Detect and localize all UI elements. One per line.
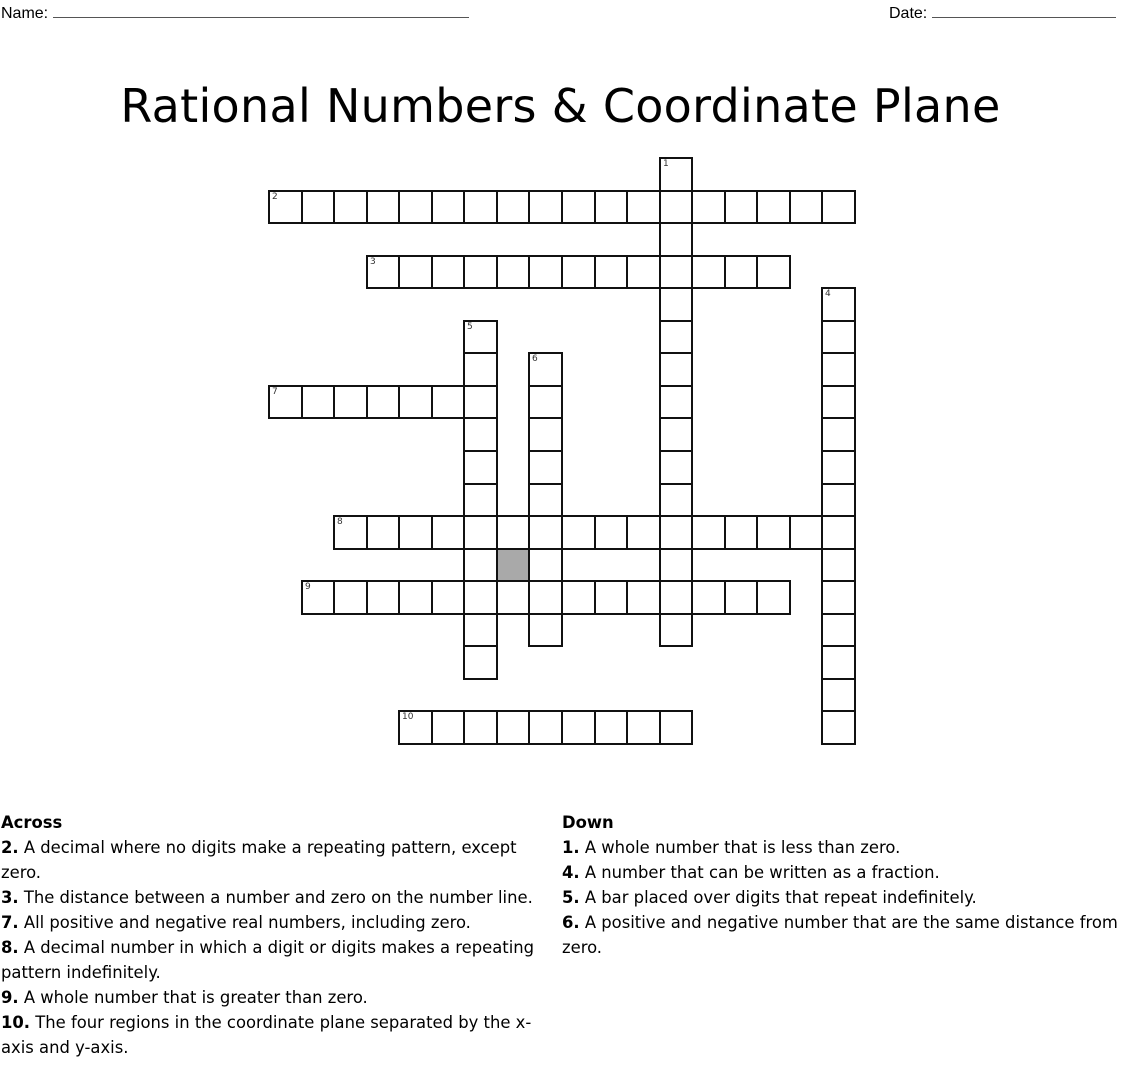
grid-cell[interactable] bbox=[463, 580, 498, 615]
grid-cell[interactable] bbox=[821, 483, 856, 517]
grid-cell[interactable] bbox=[724, 255, 758, 289]
grid-cell[interactable] bbox=[724, 190, 758, 224]
grid-cell[interactable] bbox=[789, 190, 823, 224]
grid-cell[interactable] bbox=[724, 580, 758, 615]
grid-cell[interactable] bbox=[626, 255, 661, 289]
shaded-cell bbox=[496, 548, 530, 582]
grid-cell[interactable] bbox=[594, 580, 628, 615]
grid-cell[interactable] bbox=[821, 678, 856, 712]
grid-cell[interactable] bbox=[659, 417, 693, 452]
grid-cell[interactable] bbox=[463, 450, 498, 485]
grid-cell[interactable] bbox=[431, 190, 465, 224]
grid-cell[interactable] bbox=[561, 255, 596, 289]
grid-cell[interactable] bbox=[528, 450, 563, 485]
grid-cell[interactable] bbox=[821, 580, 856, 615]
grid-cell[interactable] bbox=[301, 190, 335, 224]
grid-cell[interactable] bbox=[496, 255, 530, 289]
grid-cell[interactable] bbox=[691, 190, 726, 224]
grid-cell[interactable] bbox=[594, 255, 628, 289]
grid-cell[interactable] bbox=[496, 190, 530, 224]
grid-cell[interactable] bbox=[821, 450, 856, 485]
grid-cell[interactable] bbox=[659, 613, 693, 647]
grid-cell[interactable] bbox=[333, 385, 368, 419]
across-clues bbox=[1, 810, 557, 1060]
grid-cell[interactable] bbox=[626, 710, 661, 745]
grid-cell[interactable] bbox=[431, 385, 465, 419]
grid-cell[interactable] bbox=[821, 385, 856, 419]
clue-down-4: 4. A number that can be written as a fraction. bbox=[562, 863, 940, 882]
grid-cell[interactable] bbox=[561, 580, 596, 615]
grid-cell[interactable] bbox=[561, 710, 596, 745]
grid-cell[interactable] bbox=[789, 515, 823, 550]
grid-cell[interactable] bbox=[659, 515, 693, 550]
clue-across-8: 8. A decimal number in which a digit or digits makes a repeating pattern indefinitely. bbox=[1, 938, 535, 982]
clue-number: 7 bbox=[272, 387, 278, 397]
grid-cell[interactable] bbox=[431, 515, 465, 550]
clue-down-1: 1. A whole number that is less than zero. bbox=[562, 838, 901, 857]
grid-cell[interactable] bbox=[463, 352, 498, 387]
grid-cell[interactable] bbox=[366, 255, 400, 289]
grid-cell[interactable] bbox=[398, 255, 433, 289]
grid-cell[interactable] bbox=[496, 710, 530, 745]
clue-number: 4 bbox=[825, 289, 831, 299]
grid-cell[interactable] bbox=[528, 580, 563, 615]
grid-cell[interactable] bbox=[561, 515, 596, 550]
grid-cell[interactable] bbox=[463, 515, 498, 550]
grid-cell[interactable] bbox=[496, 580, 530, 615]
grid-cell[interactable] bbox=[659, 157, 693, 192]
grid-cell[interactable] bbox=[821, 645, 856, 680]
date-label: Date: bbox=[889, 5, 928, 22]
clue-across-7: 7. All positive and negative real numbers, including zero. bbox=[1, 913, 471, 932]
grid-cell[interactable] bbox=[333, 580, 368, 615]
grid-cell[interactable] bbox=[756, 190, 791, 224]
grid-cell[interactable] bbox=[659, 548, 693, 582]
grid-cell[interactable] bbox=[626, 580, 661, 615]
clue-number: 5 bbox=[467, 322, 473, 332]
grid-cell[interactable] bbox=[431, 580, 465, 615]
grid-cell[interactable] bbox=[431, 710, 465, 745]
grid-cell[interactable] bbox=[659, 450, 693, 485]
grid-cell[interactable] bbox=[821, 613, 856, 647]
grid-cell[interactable] bbox=[528, 613, 563, 647]
clue-number: 6 bbox=[532, 354, 538, 364]
grid-cell[interactable] bbox=[821, 548, 856, 582]
grid-cell[interactable] bbox=[398, 385, 433, 419]
clue-number: 8 bbox=[337, 517, 343, 527]
grid-cell[interactable] bbox=[626, 515, 661, 550]
clue-number: 3 bbox=[370, 257, 376, 267]
grid-cell[interactable] bbox=[333, 190, 368, 224]
grid-cell[interactable] bbox=[463, 483, 498, 517]
grid-cell[interactable] bbox=[496, 515, 530, 550]
clue-across-3: 3. The distance between a number and zero on the number line. bbox=[1, 888, 533, 907]
grid-cell[interactable] bbox=[821, 287, 856, 322]
clue-across-2: 2. A decimal where no digits make a repeating pattern, except zero. bbox=[1, 838, 517, 882]
grid-cell[interactable] bbox=[366, 385, 400, 419]
clue-number: 1 bbox=[663, 159, 669, 169]
grid-cell[interactable] bbox=[626, 190, 661, 224]
grid-cell[interactable] bbox=[398, 190, 433, 224]
grid-cell[interactable] bbox=[691, 580, 726, 615]
grid-cell[interactable] bbox=[528, 417, 563, 452]
grid-cell[interactable] bbox=[594, 710, 628, 745]
grid-cell[interactable] bbox=[528, 548, 563, 582]
grid-cell[interactable] bbox=[528, 515, 563, 550]
grid-cell[interactable] bbox=[333, 515, 368, 550]
grid-cell[interactable] bbox=[528, 710, 563, 745]
grid-cell[interactable] bbox=[463, 613, 498, 647]
grid-cell[interactable] bbox=[268, 385, 303, 419]
name-label: Name: bbox=[1, 5, 49, 22]
grid-cell[interactable] bbox=[691, 515, 726, 550]
grid-cell[interactable] bbox=[821, 515, 856, 550]
grid-cell[interactable] bbox=[659, 190, 693, 224]
grid-cell[interactable] bbox=[463, 417, 498, 452]
grid-cell[interactable] bbox=[821, 190, 856, 224]
clue-number: 2 bbox=[272, 192, 278, 202]
grid-cell[interactable] bbox=[268, 190, 303, 224]
grid-cell[interactable] bbox=[659, 222, 693, 257]
grid-cell[interactable] bbox=[561, 190, 596, 224]
down-clues bbox=[562, 810, 1118, 960]
grid-cell[interactable] bbox=[528, 385, 563, 419]
grid-cell[interactable] bbox=[463, 255, 498, 289]
grid-cell[interactable] bbox=[301, 385, 335, 419]
grid-cell[interactable] bbox=[366, 580, 400, 615]
clue-number: 9 bbox=[305, 582, 311, 592]
grid-cell[interactable] bbox=[594, 515, 628, 550]
grid-cell[interactable] bbox=[821, 352, 856, 387]
grid-cell[interactable] bbox=[431, 255, 465, 289]
grid-cell[interactable] bbox=[691, 255, 726, 289]
grid-cell[interactable] bbox=[659, 255, 693, 289]
grid-cell[interactable] bbox=[659, 580, 693, 615]
grid-cell[interactable] bbox=[659, 710, 693, 745]
clue-down-6: 6. A positive and negative number that are the same distance from zero. bbox=[562, 913, 1118, 957]
grid-cell[interactable] bbox=[398, 580, 433, 615]
grid-cell[interactable] bbox=[301, 580, 335, 615]
grid-cell[interactable] bbox=[659, 287, 693, 322]
grid-cell[interactable] bbox=[724, 515, 758, 550]
across-heading: Across bbox=[1, 813, 63, 832]
grid-cell[interactable] bbox=[659, 483, 693, 517]
grid-cell[interactable] bbox=[756, 515, 791, 550]
clue-across-9: 9. A whole number that is greater than zero. bbox=[1, 988, 368, 1007]
grid-cell[interactable] bbox=[366, 515, 400, 550]
clue-across-10: 10. The four regions in the coordinate plane separated by the x-axis and y-axis. bbox=[1, 1013, 532, 1057]
clue-down-5: 5. A bar placed over digits that repeat indefinitely. bbox=[562, 888, 977, 907]
grid-cell[interactable] bbox=[463, 385, 498, 419]
grid-cell[interactable] bbox=[463, 548, 498, 582]
grid-cell[interactable] bbox=[528, 190, 563, 224]
grid-cell[interactable] bbox=[659, 352, 693, 387]
grid-cell[interactable] bbox=[821, 417, 856, 452]
grid-cell[interactable] bbox=[821, 710, 856, 745]
grid-cell[interactable] bbox=[756, 580, 791, 615]
grid-cell[interactable] bbox=[463, 710, 498, 745]
grid-cell[interactable] bbox=[463, 190, 498, 224]
grid-cell[interactable] bbox=[398, 710, 433, 745]
grid-cell[interactable] bbox=[398, 515, 433, 550]
grid-cell[interactable] bbox=[659, 320, 693, 354]
grid-cell[interactable] bbox=[756, 255, 791, 289]
clue-number: 10 bbox=[402, 712, 414, 722]
grid-cell[interactable] bbox=[821, 320, 856, 354]
page-title: Rational Numbers & Coordinate Plane bbox=[120, 78, 1001, 133]
down-heading: Down bbox=[562, 813, 614, 832]
grid-cell[interactable] bbox=[366, 190, 400, 224]
grid-cell[interactable] bbox=[659, 385, 693, 419]
grid-cell[interactable] bbox=[528, 352, 563, 387]
grid-cell[interactable] bbox=[463, 320, 498, 354]
grid-cell[interactable] bbox=[463, 645, 498, 680]
grid-cell[interactable] bbox=[528, 255, 563, 289]
grid-cell[interactable] bbox=[528, 483, 563, 517]
grid-cell[interactable] bbox=[594, 190, 628, 224]
